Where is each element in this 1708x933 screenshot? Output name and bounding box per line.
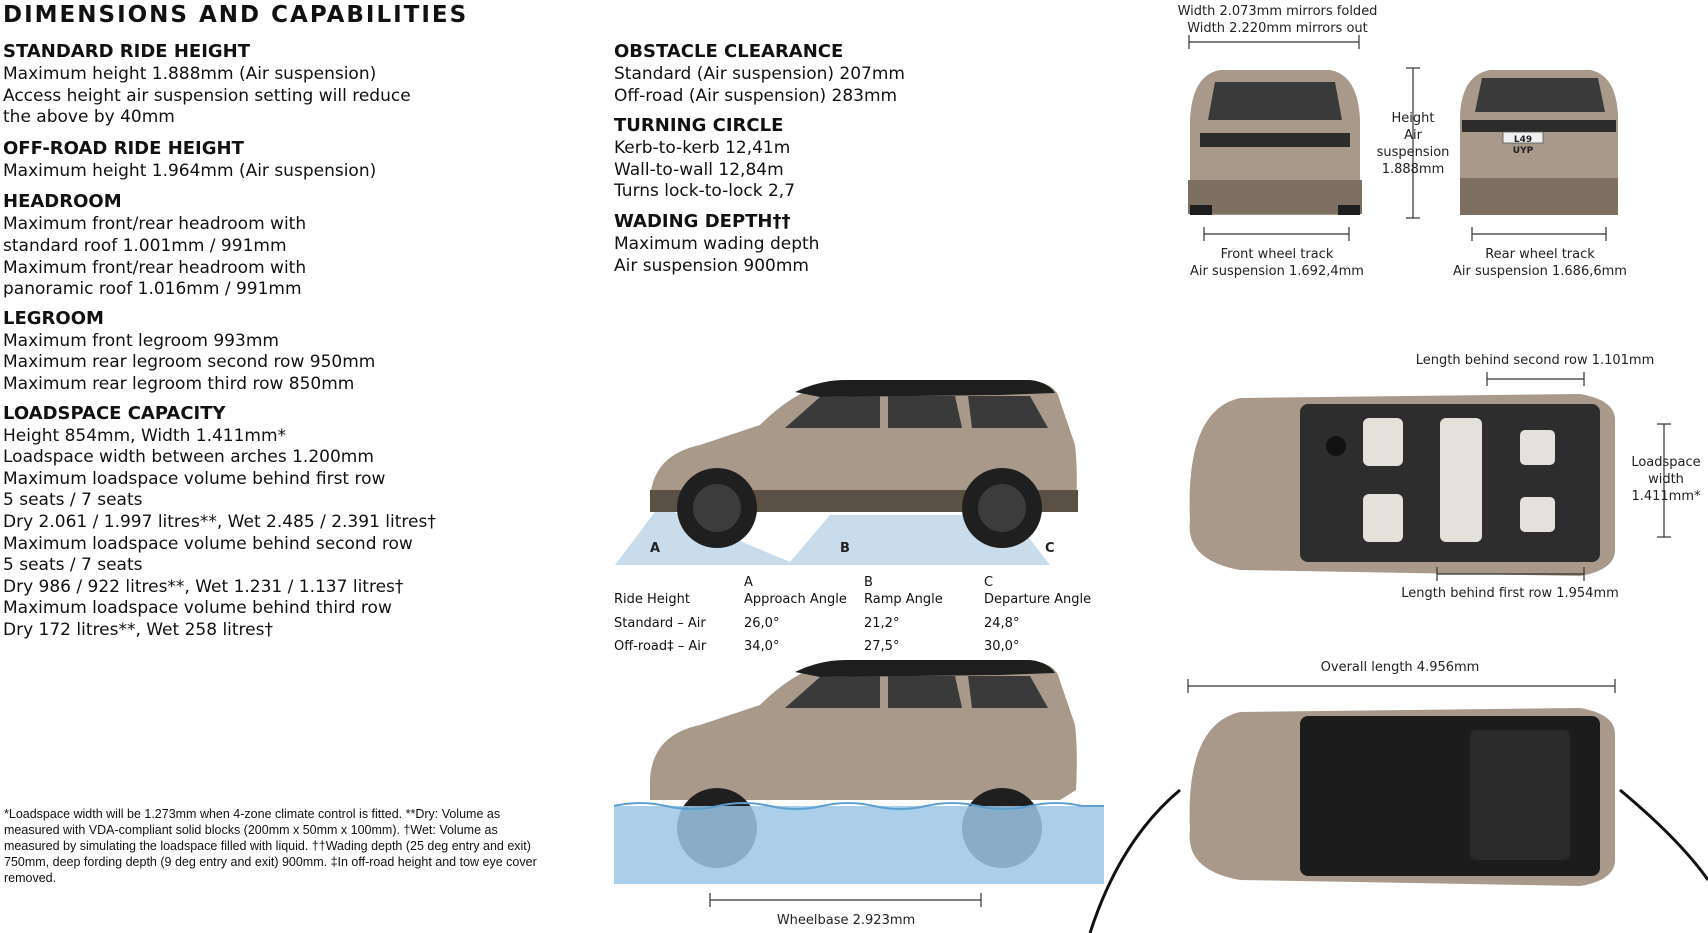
table-header-cell <box>864 574 984 616</box>
wheelbase-dimension-line <box>710 893 981 907</box>
table-cell: 24,8° <box>984 616 1020 631</box>
table-header-label: Approach Angle <box>744 592 847 607</box>
angle-table <box>614 574 1094 662</box>
table-row <box>614 616 1094 639</box>
width-out-label: Width 2.220mm mirrors out <box>1187 21 1368 36</box>
behind-second-row-label: Length behind second row 1.101mm <box>1415 353 1655 368</box>
spec-line: Dry 2.061 / 1.997 litres**, Wet 2.485 / 2.391 litres† <box>3 511 436 532</box>
rear-track-label-line: Rear wheel track <box>1485 247 1595 262</box>
spec-line: Dry 172 litres**, Wet 258 litres† <box>3 619 273 640</box>
overall-length-label: Overall length 4.956mm <box>1320 660 1480 675</box>
front-track-label-line: Front wheel track <box>1220 247 1334 262</box>
spec-line: Maximum wading depth <box>614 233 820 254</box>
spec-line: Maximum loadspace volume behind second row <box>3 533 413 554</box>
front-view-illustration <box>1188 70 1362 215</box>
section-heading: LEGROOM <box>3 307 104 329</box>
behind-second-row-dimension-line <box>1487 372 1584 386</box>
spec-line: Maximum loadspace volume behind first row <box>3 468 386 489</box>
spec-line: Maximum loadspace volume behind third row <box>3 598 392 619</box>
section-heading: OFF-ROAD RIDE HEIGHT <box>3 137 244 159</box>
spec-line: Height 854mm, Width 1.411mm* <box>3 425 287 446</box>
rear-track-dimension-line <box>1472 227 1606 241</box>
side-view-wading-illustration <box>614 660 1104 884</box>
loadspace-width-label-line: 1.411mm* <box>1631 489 1701 504</box>
height-label-line: 1.888mm <box>1381 162 1445 177</box>
table-cell: Off-road‡ – Air <box>614 639 707 654</box>
spec-line: Maximum height 1.964mm (Air suspension) <box>3 160 377 181</box>
table-cell: 21,2° <box>864 616 900 631</box>
front-track-label <box>1185 246 1369 280</box>
front-track-dimension-line <box>1204 227 1349 241</box>
loadspace-width-label-line: width <box>1648 472 1684 487</box>
rear-track-label <box>1450 246 1630 280</box>
overall-length-dimension-line <box>1188 679 1615 693</box>
height-label-line: Height <box>1391 111 1435 126</box>
table-cell: 27,5° <box>864 639 900 654</box>
approach-angle-marker: A <box>650 541 661 556</box>
spec-line: Maximum rear legroom second row 950mm <box>3 352 376 373</box>
top-view-turning-illustration <box>1090 708 1708 933</box>
spec-line: Off-road (Air suspension) 283mm <box>614 85 898 106</box>
table-header-cell <box>744 574 864 616</box>
wheelbase-label: Wheelbase 2.923mm <box>776 913 916 928</box>
section-heading: TURNING CIRCLE <box>614 115 784 137</box>
width-folded-label: Width 2.073mm mirrors folded <box>1177 4 1378 19</box>
spec-line: Dry 986 / 922 litres**, Wet 1.231 / 1.137 litres† <box>3 576 404 597</box>
spec-line: standard roof 1.001mm / 991mm <box>3 235 287 256</box>
spec-line: Maximum front legroom 993mm <box>3 330 279 351</box>
spec-line: Maximum height 1.888mm (Air suspension) <box>3 64 377 84</box>
spec-line: Access height air suspension setting will reduce <box>3 85 411 106</box>
height-label-line: suspension <box>1376 145 1450 160</box>
table-header-row <box>614 574 1094 616</box>
section-heading: STANDARD RIDE HEIGHT <box>3 41 251 62</box>
footnote: *Loadspace width will be 1.273mm when 4-zone climate control is fitted. **Dry: Volume as measured with VDA-compliant solid blocks (200mm x 50mm x 100mm). †Wet: Volume as measured by simulating the loadspace filled with liquid. ††Wading depth (25 deg entry and exit) 750mm, deep fording depth (9 deg entry and exit) 900mm. ‡In off-road height and tow eye cover removed. <box>4 807 537 885</box>
behind-first-row-label: Length behind first row 1.954mm <box>1401 586 1619 601</box>
spec-line: Maximum front/rear headroom with <box>3 257 307 278</box>
height-label-line: Air <box>1404 128 1422 143</box>
page-title: DIMENSIONS AND CAPABILITIES <box>3 2 469 28</box>
table-header-cell <box>984 574 1094 616</box>
table-letter: B <box>864 575 873 590</box>
table-cell: 30,0° <box>984 639 1020 654</box>
rear-track-label-line: Air suspension 1.686,6mm <box>1453 264 1627 279</box>
table-header-label: Departure Angle <box>984 592 1092 607</box>
departure-angle-marker: C <box>1045 541 1055 556</box>
table-row <box>614 639 1094 662</box>
section-heading: LOADSPACE CAPACITY <box>3 402 226 424</box>
width-dimension-line <box>1189 35 1359 49</box>
spec-line: 5 seats / 7 seats <box>3 555 143 576</box>
spec-line: Maximum front/rear headroom with <box>3 214 307 235</box>
table-header-label: Ride Height <box>614 592 691 607</box>
height-label <box>1370 110 1456 178</box>
license-plate: L49 UYP <box>1512 135 1534 156</box>
spec-line: Loadspace width between arches 1.200mm <box>3 447 374 468</box>
spec-line: Kerb-to-kerb 12,41m <box>614 138 791 159</box>
front-track-label-line: Air suspension 1.692,4mm <box>1190 264 1364 279</box>
spec-line: 5 seats / 7 seats <box>3 490 143 511</box>
loadspace-width-label <box>1624 454 1708 505</box>
top-view-seats-illustration <box>1190 394 1615 576</box>
table-cell: Standard – Air <box>614 616 706 631</box>
spec-line: Standard (Air suspension) 207mm <box>614 64 905 84</box>
table-header-cell <box>614 574 744 616</box>
side-view-approach-illustration <box>615 380 1078 565</box>
spec-line: Maximum rear legroom third row 850mm <box>3 373 355 394</box>
table-header-label: Ramp Angle <box>864 592 943 607</box>
table-cell: 34,0° <box>744 639 780 654</box>
loadspace-width-label-line: Loadspace <box>1631 455 1701 470</box>
section-heading: WADING DEPTH†† <box>614 210 791 232</box>
spec-line: panoramic roof 1.016mm / 991mm <box>3 279 302 300</box>
ramp-angle-marker: B <box>840 541 850 556</box>
section-heading: HEADROOM <box>3 191 122 213</box>
table-letter: A <box>744 575 753 590</box>
spec-line: Wall-to-wall 12,84m <box>614 159 784 180</box>
table-cell: 26,0° <box>744 616 780 631</box>
spec-line: Air suspension 900mm <box>614 255 809 276</box>
spec-line: the above by 40mm <box>3 107 175 128</box>
spec-line: Turns lock-to-lock 2,7 <box>614 181 796 202</box>
table-letter: C <box>984 575 994 590</box>
section-heading: OBSTACLE CLEARANCE <box>614 41 844 62</box>
